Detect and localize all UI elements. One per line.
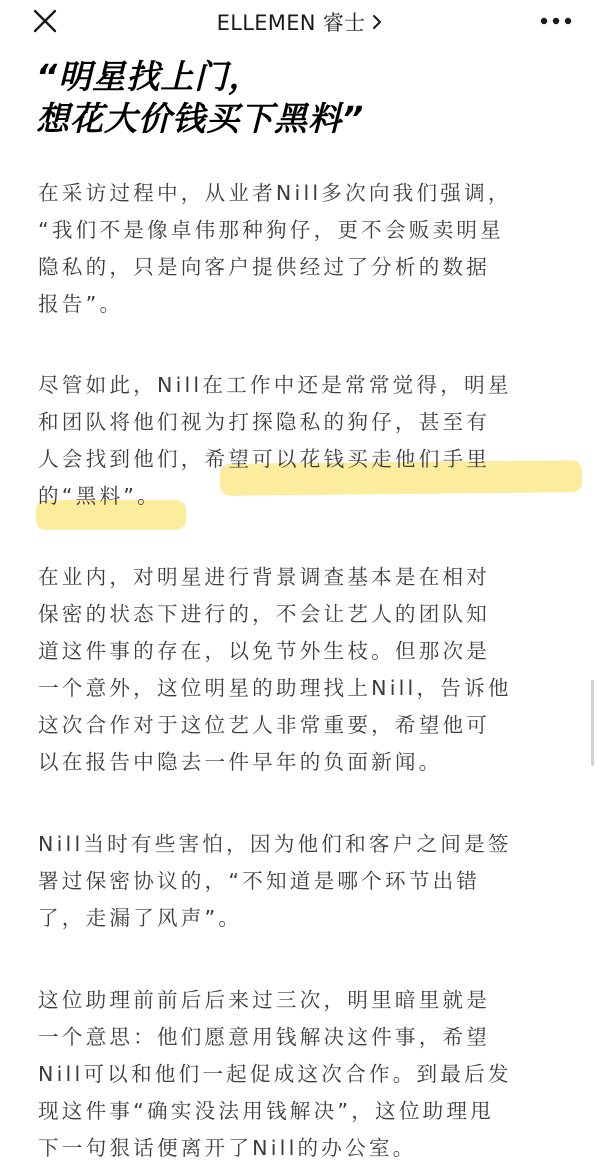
more-dots-icon — [538, 16, 574, 26]
paragraph-line: 和团队将他们视为打探隐私的狗仔，甚至有 — [38, 410, 491, 434]
article-paragraph — [38, 982, 568, 1167]
account-name: ELLEMEN 睿士 — [216, 11, 366, 35]
paragraph-line: Nill可以和他们一起促成这次合作。到最后发 — [38, 1062, 512, 1086]
paragraph-line: 的“黑料”。 — [38, 484, 161, 508]
headline-line: “明星找上门， — [36, 57, 263, 96]
article-paragraph — [38, 175, 568, 323]
paragraph-line: 一个意外，这位明星的助理找上Nill，告诉他 — [38, 676, 512, 700]
paragraph-line: 在采访过程中，从业者Nill多次向我们强调， — [38, 181, 512, 205]
paragraph-line: 隐私的，只是向客户提供经过了分析的数据 — [38, 255, 491, 279]
paragraph-line: 下一句狠话便离开了Nill的办公室。 — [38, 1136, 417, 1160]
paragraph-line: 这次合作对于这位艺人非常重要，希望他可 — [38, 713, 491, 737]
scrollbar[interactable] — [591, 680, 594, 766]
top-bar — [0, 0, 600, 44]
close-icon — [30, 6, 60, 36]
article-headline — [36, 56, 576, 140]
paragraph-line: Nill当时有些害怕，因为他们和客户之间是签 — [38, 832, 512, 856]
close-button[interactable] — [30, 6, 60, 36]
paragraph-line: 道这件事的存在，以免节外生枝。但那次是 — [38, 639, 491, 663]
article-paragraph — [38, 826, 568, 937]
paragraph-line: 署过保密协议的，“不知道是哪个环节出错 — [38, 869, 481, 893]
paragraph-line: 以在报告中隐去一件早年的负面新闻。 — [38, 750, 443, 774]
more-button[interactable] — [536, 8, 576, 34]
paragraph-line: 尽管如此，Nill在工作中还是常常觉得，明星 — [38, 373, 512, 397]
paragraph-line: 现这件事“确实没法用钱解决”，这位助理甩 — [38, 1099, 495, 1123]
account-title-link[interactable] — [217, 7, 384, 37]
paragraph-line: 保密的状态下进行的，不会让艺人的团队知 — [38, 602, 491, 626]
chevron-right-icon — [371, 13, 383, 31]
paragraph-line: 一个意思：他们愿意用钱解决这件事，希望 — [38, 1025, 491, 1049]
paragraph-line: 人会找到他们，希望可以花钱买走他们手里 — [38, 447, 491, 471]
paragraph-line: 这位助理前前后后来过三次，明里暗里就是 — [38, 988, 491, 1012]
headline-line: 想花大价钱买下黑料” — [36, 99, 365, 138]
paragraph-line: “我们不是像卓伟那种狗仔，更不会贩卖明星 — [38, 218, 504, 242]
article-paragraph — [38, 367, 568, 515]
article-paragraph — [38, 559, 568, 781]
paragraph-line: 在业内，对明星进行背景调查基本是在相对 — [38, 565, 491, 589]
paragraph-line: 报告”。 — [38, 292, 124, 316]
paragraph-line: 了，走漏了风声”。 — [38, 906, 243, 930]
